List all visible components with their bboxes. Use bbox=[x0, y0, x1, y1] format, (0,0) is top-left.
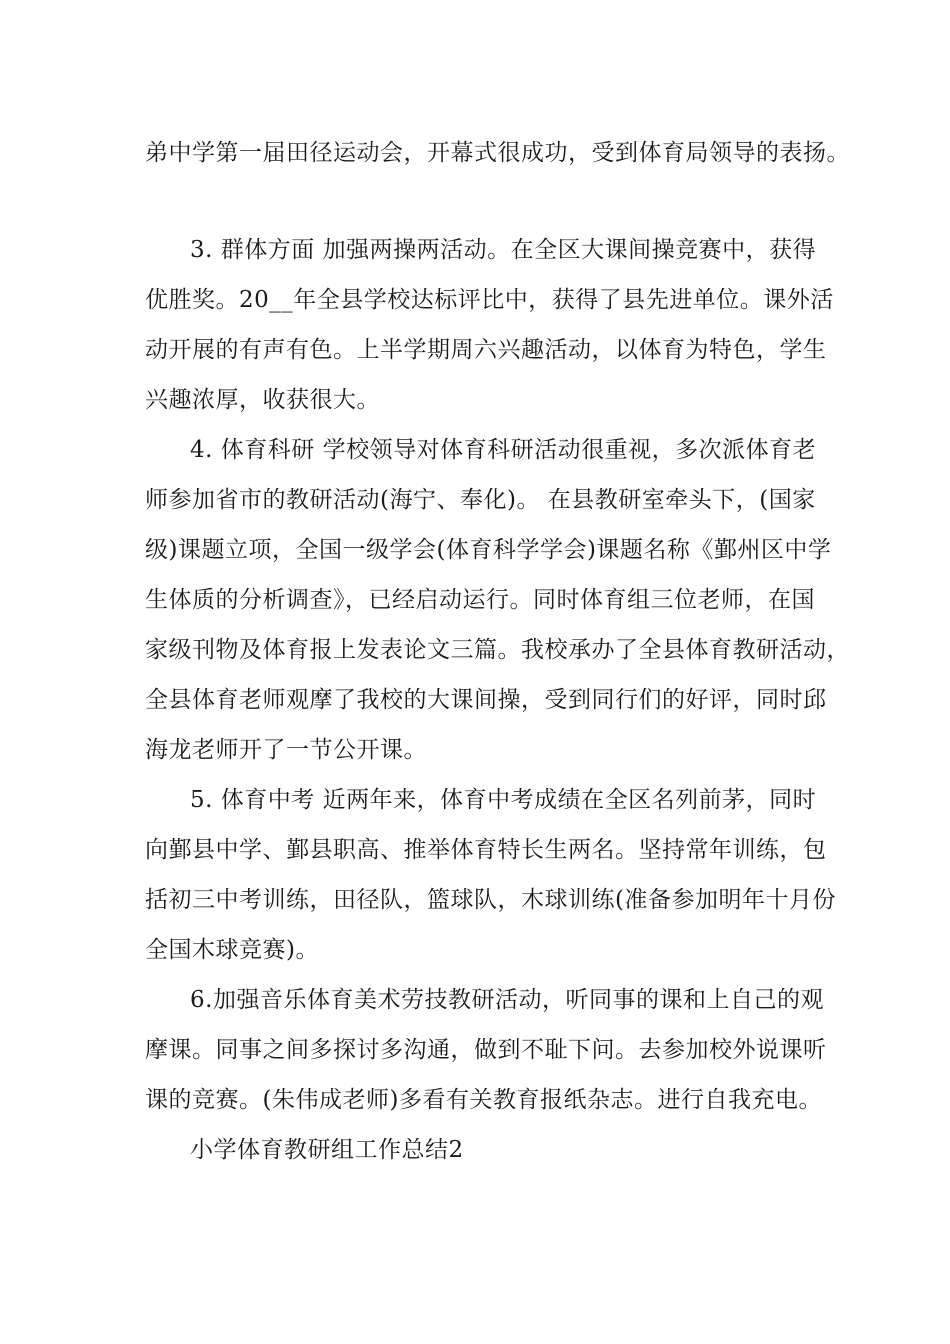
text-line: 向鄞县中学、鄞县职高、推举体育特长生两名。坚持常年训练，包 bbox=[145, 837, 827, 863]
text-line: 全国木球竞赛)。 bbox=[145, 937, 319, 963]
text-line: 师参加省市的教研活动(海宁、奉化)。 在县教研室牵头下，(国家 bbox=[145, 487, 816, 513]
text-line: 课的竞赛。(朱伟成老师)多看有关教育报纸杂志。进行自我充电。 bbox=[145, 1087, 822, 1113]
text-line: 6.加强音乐体育美术劳技教研活动，听同事的课和上自己的观 bbox=[190, 987, 824, 1013]
text-line: 动开展的有声有色。上半学期周六兴趣活动，以体育为特色，学生 bbox=[145, 337, 827, 363]
text-line: 摩课。同事之间多探讨多沟通，做到不耻下问。去参加校外说课听 bbox=[145, 1037, 827, 1063]
text-line: 弟中学第一届田径运动会，开幕式很成功，受到体育局领导的表扬。 bbox=[145, 140, 850, 166]
text-line: 家级刊物及体育报上发表论文三篇。我校承办了全县体育教研活动， bbox=[145, 637, 850, 663]
text-line: 5. 体育中考 近两年来，体育中考成绩在全区名列前茅，同时 bbox=[190, 787, 817, 813]
text-line: 4. 体育科研 学校领导对体育科研活动很重视，多次派体育老 bbox=[190, 437, 817, 463]
text-line: 兴趣浓厚，收获很大。 bbox=[145, 387, 380, 413]
section-heading: 小学体育教研组工作总结2 bbox=[190, 1137, 464, 1163]
text-line: 优胜奖。20__年全县学校达标评比中，获得了县先进单位。课外活 bbox=[145, 287, 834, 313]
text-line: 生体质的分析调查》，已经启动运行。同时体育组三位老师，在国 bbox=[145, 587, 815, 613]
text-line: 3. 群体方面 加强两操两活动。在全区大课间操竞赛中，获得 bbox=[190, 237, 817, 263]
text-line: 海龙老师开了一节公开课。 bbox=[145, 737, 427, 763]
text-line: 括初三中考训练，田径队，篮球队，木球训练(准备参加明年十月份 bbox=[145, 887, 836, 913]
text-line: 级)课题立项，全国一级学会(体育科学学会)课题名称《鄞州区中学 bbox=[145, 537, 832, 563]
text-line: 全县体育老师观摩了我校的大课间操，受到同行们的好评，同时邱 bbox=[145, 687, 827, 713]
